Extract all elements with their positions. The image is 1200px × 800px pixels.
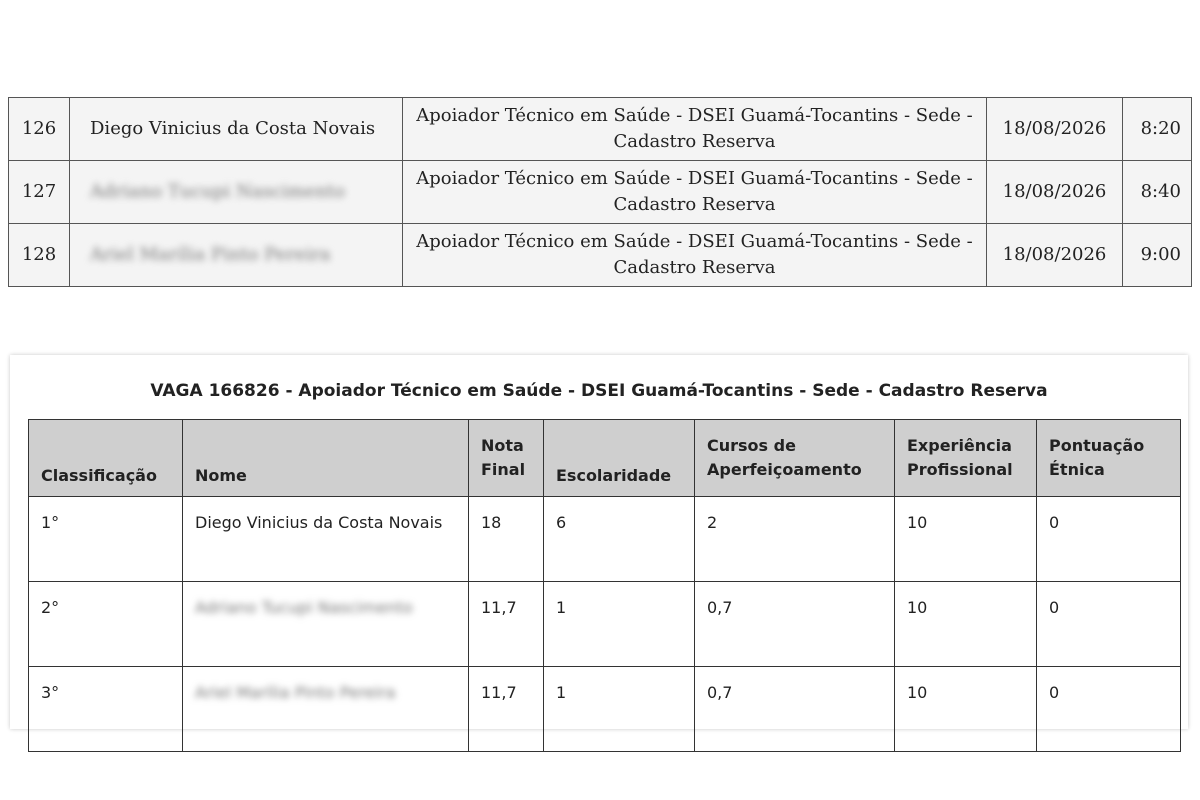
cursos-cell: 0,7 <box>695 667 895 752</box>
cursos-cell: 0,7 <box>695 582 895 667</box>
interview-date: 18/08/2026 <box>987 224 1123 287</box>
header-nota-final: Nota Final <box>469 420 544 497</box>
candidate-name-blurred: Adriano Tucupi Nascimento <box>90 181 345 202</box>
candidate-name-blurred: Ariel Marília Pinto Pereira <box>90 244 331 265</box>
position-name: Apoiador Técnico em Saúde - DSEI Guamá-Tocantins - Sede - Cadastro Reserva <box>403 161 987 224</box>
ranking-table <box>28 419 1181 752</box>
pontuacao-cell: 0 <box>1037 667 1181 752</box>
experiencia-cell: 10 <box>895 582 1037 667</box>
schedule-row <box>9 161 1192 224</box>
candidate-name: Diego Vinicius da Costa Novais <box>195 513 443 532</box>
position-name: Apoiador Técnico em Saúde - DSEI Guamá-Tocantins - Sede - Cadastro Reserva <box>403 98 987 161</box>
pontuacao-cell: 0 <box>1037 497 1181 582</box>
interview-time: 9:00 <box>1123 224 1192 287</box>
ranking-card <box>10 355 1188 729</box>
candidate-name-blurred: Ariel Marília Pinto Pereira <box>195 683 396 702</box>
escolaridade-cell: 6 <box>544 497 695 582</box>
interview-date: 18/08/2026 <box>987 98 1123 161</box>
nota-final-cell: 18 <box>469 497 544 582</box>
schedule-table <box>8 97 1192 287</box>
schedule-row <box>9 98 1192 161</box>
schedule-number: 128 <box>9 224 70 287</box>
header-nome: Nome <box>183 420 469 497</box>
escolaridade-cell: 1 <box>544 582 695 667</box>
escolaridade-cell: 1 <box>544 667 695 752</box>
candidate-name: Diego Vinicius da Costa Novais <box>90 118 376 139</box>
header-pontuacao: Pontuação Étnica <box>1037 420 1181 497</box>
pontuacao-cell: 0 <box>1037 582 1181 667</box>
schedule-row <box>9 224 1192 287</box>
header-escolaridade: Escolaridade <box>544 420 695 497</box>
position-name: Apoiador Técnico em Saúde - DSEI Guamá-Tocantins - Sede - Cadastro Reserva <box>403 224 987 287</box>
interview-date: 18/08/2026 <box>987 161 1123 224</box>
experiencia-cell: 10 <box>895 497 1037 582</box>
ranking-row <box>29 667 1181 752</box>
interview-time: 8:20 <box>1123 98 1192 161</box>
candidate-name-blurred: Adriano Tucupi Nascimento <box>195 598 413 617</box>
ranking-row <box>29 497 1181 582</box>
ranking-title: VAGA 166826 - Apoiador Técnico em Saúde - DSEI Guamá-Tocantins - Sede - Cadastro Reserva <box>150 381 1048 401</box>
ranking-row <box>29 582 1181 667</box>
ranking-header-row <box>29 420 1181 497</box>
header-cursos: Cursos de Aperfeiçoamento <box>695 420 895 497</box>
classificacao-cell: 3° <box>29 667 183 752</box>
interview-time: 8:40 <box>1123 161 1192 224</box>
classificacao-cell: 2° <box>29 582 183 667</box>
schedule-number: 126 <box>9 98 70 161</box>
header-experiencia: Experiência Profissional <box>895 420 1037 497</box>
header-classificacao: Classificação <box>29 420 183 497</box>
nota-final-cell: 11,7 <box>469 667 544 752</box>
nota-final-cell: 11,7 <box>469 582 544 667</box>
experiencia-cell: 10 <box>895 667 1037 752</box>
classificacao-cell: 1° <box>29 497 183 582</box>
cursos-cell: 2 <box>695 497 895 582</box>
schedule-number: 127 <box>9 161 70 224</box>
